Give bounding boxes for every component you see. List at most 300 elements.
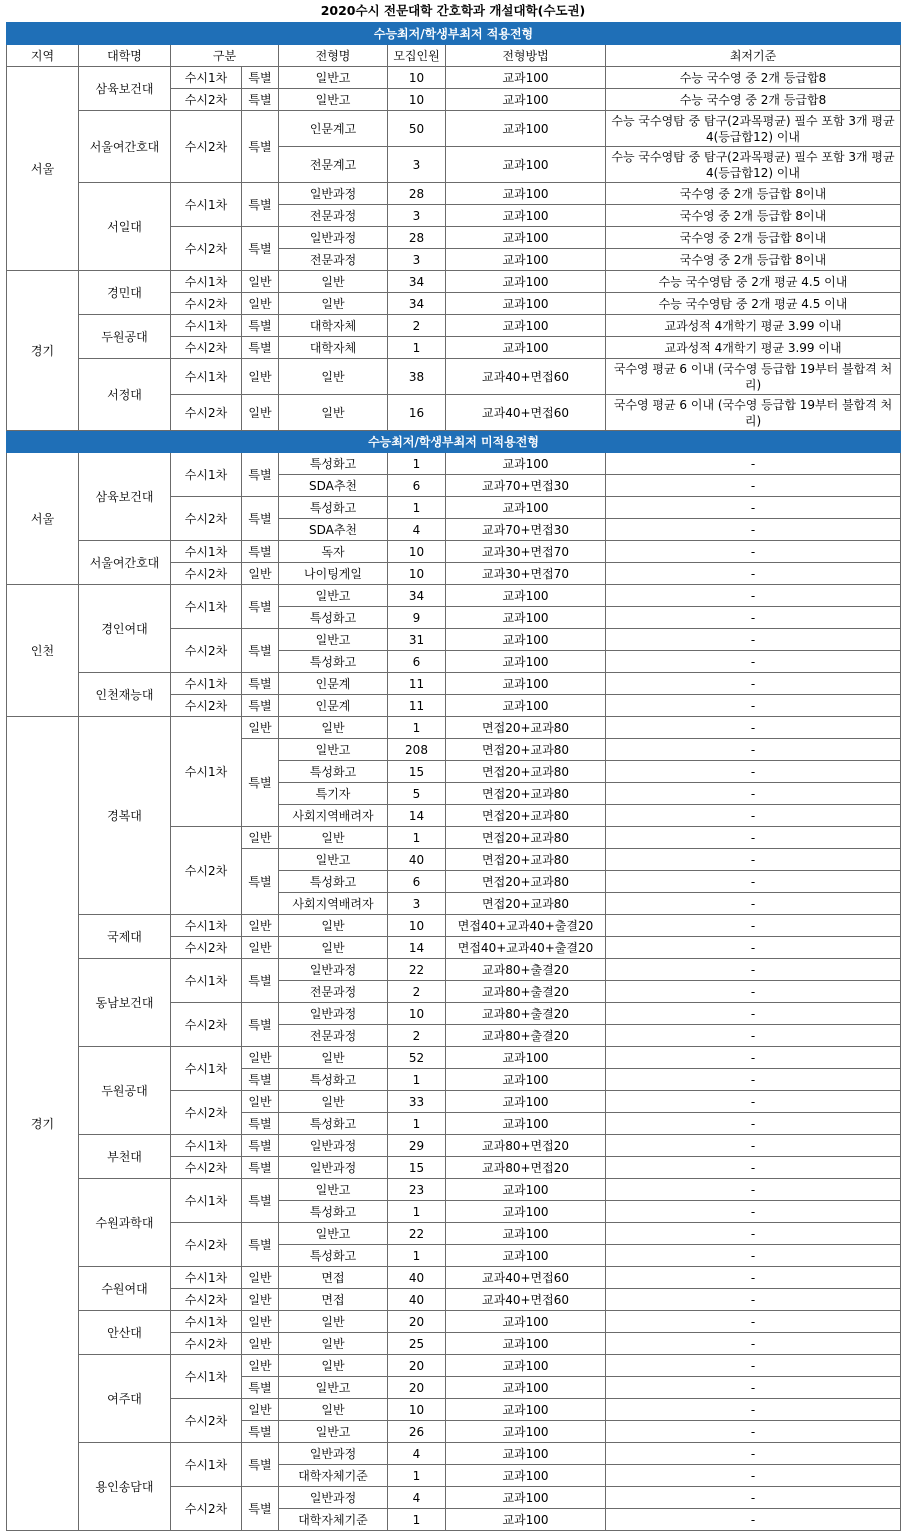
column-header: 전형방법 [446,45,606,67]
quota-cell: 1 [388,1113,446,1135]
type-cell: 특별 [242,1179,279,1223]
method-cell: 교과70+면접30 [446,519,606,541]
criteria-cell: - [606,651,901,673]
criteria-cell: 국수영 평균 6 이내 (국수영 등급합 19부터 불합격 처리) [606,395,901,431]
quota-cell: 3 [388,249,446,271]
round-cell: 수시2차 [171,1157,242,1179]
criteria-cell: - [606,1201,901,1223]
track-cell: 특성화고 [279,651,388,673]
track-cell: 특성화고 [279,607,388,629]
type-cell: 일반 [242,827,279,849]
method-cell: 교과80+출결20 [446,1003,606,1025]
quota-cell: 10 [388,89,446,111]
criteria-cell: - [606,1245,901,1267]
column-header: 대학명 [79,45,171,67]
region-cell: 서울 [7,67,79,271]
track-cell: 특성화고 [279,1113,388,1135]
criteria-cell: - [606,1289,901,1311]
quota-cell: 34 [388,293,446,315]
method-cell: 교과100 [446,1047,606,1069]
method-cell: 면접20+교과80 [446,827,606,849]
quota-cell: 33 [388,1091,446,1113]
criteria-cell: - [606,783,901,805]
round-cell: 수시1차 [171,717,242,827]
university-cell: 서울여간호대 [79,541,171,585]
type-cell: 일반 [242,1047,279,1069]
round-cell: 수시2차 [171,1091,242,1135]
table-row [7,585,901,607]
round-cell: 수시1차 [171,1135,242,1157]
quota-cell: 1 [388,827,446,849]
track-cell: 일반 [279,1333,388,1355]
university-cell: 삼육보건대 [79,453,171,541]
quota-cell: 15 [388,1157,446,1179]
criteria-cell: - [606,1267,901,1289]
track-cell: 일반과정 [279,1443,388,1465]
criteria-cell: 교과성적 4개학기 평균 3.99 이내 [606,315,901,337]
round-cell: 수시2차 [171,337,242,359]
quota-cell: 3 [388,205,446,227]
table-row [7,1179,901,1201]
section-band [7,431,901,453]
criteria-cell: - [606,1135,901,1157]
table-row [7,959,901,981]
header-row [7,45,901,67]
round-cell: 수시1차 [171,453,242,497]
method-cell: 교과100 [446,293,606,315]
method-cell: 교과100 [446,1113,606,1135]
method-cell: 교과100 [446,147,606,183]
type-cell: 일반 [242,717,279,739]
type-cell: 특별 [242,541,279,563]
quota-cell: 20 [388,1377,446,1399]
criteria-cell: 수능 국수영탐 중 탐구(2과목평균) 필수 포함 3개 평균 4(등급합12) 이내 [606,147,901,183]
type-cell: 특별 [242,1135,279,1157]
quota-cell: 1 [388,337,446,359]
table-row [7,271,901,293]
quota-cell: 10 [388,1003,446,1025]
university-cell: 서정대 [79,359,171,431]
type-cell: 특별 [242,337,279,359]
round-cell: 수시2차 [171,1487,242,1531]
track-cell: 일반과정 [279,1135,388,1157]
criteria-cell: 국수영 중 2개 등급합 8이내 [606,249,901,271]
quota-cell: 10 [388,1399,446,1421]
track-cell: 면접 [279,1267,388,1289]
method-cell: 교과100 [446,205,606,227]
quota-cell: 2 [388,981,446,1003]
round-cell: 수시1차 [171,541,242,563]
track-cell: 일반고 [279,1223,388,1245]
quota-cell: 25 [388,1333,446,1355]
track-cell: 일반과정 [279,1157,388,1179]
track-cell: 일반 [279,1311,388,1333]
criteria-cell: - [606,1377,901,1399]
university-cell: 수원여대 [79,1267,171,1311]
method-cell: 교과100 [446,1245,606,1267]
type-cell: 일반 [242,563,279,585]
round-cell: 수시2차 [171,827,242,915]
type-cell: 특별 [242,1223,279,1267]
university-cell: 두원공대 [79,1047,171,1135]
type-cell: 일반 [242,1289,279,1311]
type-cell: 특별 [242,315,279,337]
quota-cell: 20 [388,1311,446,1333]
type-cell: 특별 [242,1377,279,1399]
track-cell: 일반고 [279,1421,388,1443]
track-cell: 일반 [279,359,388,395]
round-cell: 수시1차 [171,183,242,227]
table-row [7,1135,901,1157]
track-cell: 일반고 [279,89,388,111]
track-cell: 사회지역배려자 [279,893,388,915]
method-cell: 교과80+면접20 [446,1135,606,1157]
track-cell: 일반과정 [279,959,388,981]
type-cell: 일반 [242,915,279,937]
track-cell: 일반 [279,827,388,849]
method-cell: 교과100 [446,89,606,111]
criteria-cell: - [606,1421,901,1443]
track-cell: 일반고 [279,1377,388,1399]
track-cell: 일반 [279,395,388,431]
method-cell: 면접20+교과80 [446,783,606,805]
track-cell: 독자 [279,541,388,563]
criteria-cell: 수능 국수영 중 2개 등급합8 [606,89,901,111]
criteria-cell: - [606,1179,901,1201]
criteria-cell: - [606,1333,901,1355]
round-cell: 수시1차 [171,1267,242,1289]
criteria-cell: - [606,519,901,541]
university-cell: 안산대 [79,1311,171,1355]
criteria-cell: - [606,1311,901,1333]
quota-cell: 6 [388,475,446,497]
method-cell: 교과100 [446,585,606,607]
method-cell: 교과100 [446,1355,606,1377]
quota-cell: 10 [388,67,446,89]
round-cell: 수시2차 [171,1399,242,1443]
track-cell: 면접 [279,1289,388,1311]
quota-cell: 14 [388,805,446,827]
method-cell: 교과80+출결20 [446,1025,606,1047]
column-header: 지역 [7,45,79,67]
type-cell: 특별 [242,227,279,271]
type-cell: 특별 [242,1157,279,1179]
method-cell: 교과100 [446,607,606,629]
track-cell: 일반과정 [279,183,388,205]
round-cell: 수시1차 [171,271,242,293]
track-cell: 전문과정 [279,1025,388,1047]
round-cell: 수시2차 [171,1003,242,1047]
method-cell: 교과100 [446,111,606,147]
type-cell: 일반 [242,1267,279,1289]
track-cell: 일반과정 [279,1003,388,1025]
university-cell: 동남보건대 [79,959,171,1047]
track-cell: 일반 [279,1047,388,1069]
university-cell: 경복대 [79,717,171,915]
table-row [7,1355,901,1377]
criteria-cell: - [606,695,901,717]
round-cell: 수시1차 [171,1311,242,1333]
quota-cell: 40 [388,1289,446,1311]
type-cell: 특별 [242,1443,279,1487]
university-cell: 인천재능대 [79,673,171,717]
method-cell: 교과100 [446,1421,606,1443]
track-cell: 일반고 [279,739,388,761]
section-band [7,23,901,45]
type-cell: 특별 [242,497,279,541]
round-cell: 수시2차 [171,629,242,673]
quota-cell: 10 [388,915,446,937]
method-cell: 교과100 [446,695,606,717]
round-cell: 수시1차 [171,315,242,337]
quota-cell: 3 [388,893,446,915]
track-cell: 일반 [279,1355,388,1377]
quota-cell: 2 [388,315,446,337]
criteria-cell: 수능 국수영 중 2개 등급합8 [606,67,901,89]
criteria-cell: 교과성적 4개학기 평균 3.99 이내 [606,337,901,359]
type-cell: 특별 [242,1487,279,1531]
criteria-cell: - [606,1157,901,1179]
track-cell: 일반 [279,717,388,739]
round-cell: 수시1차 [171,915,242,937]
criteria-cell: 수능 국수영탐 중 탐구(2과목평균) 필수 포함 3개 평균 4(등급합12) 이내 [606,111,901,147]
track-cell: 일반 [279,271,388,293]
track-cell: 대학자체 [279,315,388,337]
table-row [7,453,901,475]
quota-cell: 15 [388,761,446,783]
quota-cell: 31 [388,629,446,651]
quota-cell: 16 [388,395,446,431]
university-cell: 용인송담대 [79,1443,171,1531]
type-cell: 특별 [242,1069,279,1091]
type-cell: 특별 [242,739,279,827]
round-cell: 수시2차 [171,227,242,271]
table-row [7,915,901,937]
method-cell: 교과40+면접60 [446,395,606,431]
criteria-cell: - [606,585,901,607]
quota-cell: 3 [388,147,446,183]
quota-cell: 29 [388,1135,446,1157]
type-cell: 일반 [242,395,279,431]
round-cell: 수시2차 [171,111,242,183]
method-cell: 면접20+교과80 [446,893,606,915]
column-header: 최저기준 [606,45,901,67]
track-cell: 일반 [279,937,388,959]
method-cell: 교과100 [446,1399,606,1421]
method-cell: 교과40+면접60 [446,1289,606,1311]
page-title: 2020수시 전문대학 간호학과 개설대학(수도권) [320,3,586,18]
criteria-cell: - [606,475,901,497]
track-cell: SDA추천 [279,475,388,497]
admissions-table [6,22,901,1531]
round-cell: 수시2차 [171,1333,242,1355]
method-cell: 교과100 [446,1223,606,1245]
criteria-cell: 국수영 평균 6 이내 (국수영 등급합 19부터 불합격 처리) [606,359,901,395]
track-cell: 전문과정 [279,249,388,271]
criteria-cell: 수능 국수영탐 중 2개 평균 4.5 이내 [606,271,901,293]
method-cell: 교과100 [446,453,606,475]
quota-cell: 11 [388,695,446,717]
method-cell: 교과100 [446,227,606,249]
criteria-cell: - [606,1509,901,1531]
university-cell: 부천대 [79,1135,171,1179]
track-cell: 인문계 [279,695,388,717]
type-cell: 특별 [242,629,279,673]
quota-cell: 1 [388,1465,446,1487]
university-cell: 두원공대 [79,315,171,359]
quota-cell: 34 [388,271,446,293]
table-row [7,541,901,563]
criteria-cell: - [606,607,901,629]
method-cell: 교과100 [446,1069,606,1091]
table-row [7,315,901,337]
quota-cell: 23 [388,1179,446,1201]
method-cell: 교과30+면접70 [446,541,606,563]
quota-cell: 6 [388,651,446,673]
track-cell: 일반과정 [279,227,388,249]
criteria-cell: 국수영 중 2개 등급합 8이내 [606,183,901,205]
type-cell: 일반 [242,271,279,293]
quota-cell: 50 [388,111,446,147]
region-cell: 경기 [7,271,79,431]
round-cell: 수시1차 [171,359,242,395]
quota-cell: 1 [388,1509,446,1531]
quota-cell: 40 [388,849,446,871]
track-cell: 전문과정 [279,205,388,227]
type-cell: 일반 [242,1091,279,1113]
table-row [7,673,901,695]
quota-cell: 2 [388,1025,446,1047]
method-cell: 면접20+교과80 [446,805,606,827]
region-cell: 경기 [7,717,79,1531]
method-cell: 교과100 [446,1311,606,1333]
track-cell: 일반 [279,915,388,937]
criteria-cell: - [606,453,901,475]
university-cell: 경인여대 [79,585,171,673]
university-cell: 서울여간호대 [79,111,171,183]
method-cell: 교과100 [446,1509,606,1531]
criteria-cell: - [606,563,901,585]
type-cell: 일반 [242,359,279,395]
method-cell: 교과70+면접30 [446,475,606,497]
type-cell: 특별 [242,959,279,1003]
type-cell: 특별 [242,673,279,695]
criteria-cell: - [606,739,901,761]
quota-cell: 1 [388,717,446,739]
round-cell: 수시1차 [171,1047,242,1091]
quota-cell: 28 [388,183,446,205]
type-cell: 특별 [242,111,279,183]
criteria-cell: - [606,1443,901,1465]
criteria-cell: - [606,1025,901,1047]
round-cell: 수시1차 [171,959,242,1003]
type-cell: 특별 [242,1113,279,1135]
round-cell: 수시2차 [171,1223,242,1267]
criteria-cell: - [606,761,901,783]
quota-cell: 1 [388,453,446,475]
criteria-cell: - [606,1069,901,1091]
column-header: 전형명 [279,45,388,67]
track-cell: 일반고 [279,629,388,651]
university-cell: 서일대 [79,183,171,271]
method-cell: 교과100 [446,271,606,293]
column-header: 모집인원 [388,45,446,67]
track-cell: SDA추천 [279,519,388,541]
type-cell: 일반 [242,1355,279,1377]
table-row [7,111,901,147]
track-cell: 대학자체 [279,337,388,359]
criteria-cell: - [606,673,901,695]
criteria-cell: - [606,915,901,937]
university-cell: 경민대 [79,271,171,315]
quota-cell: 208 [388,739,446,761]
table-row [7,67,901,89]
track-cell: 일반 [279,293,388,315]
type-cell: 특별 [242,67,279,89]
quota-cell: 40 [388,1267,446,1289]
method-cell: 교과100 [446,1487,606,1509]
criteria-cell: - [606,541,901,563]
track-cell: 인문계 [279,673,388,695]
method-cell: 교과80+출결20 [446,959,606,981]
criteria-cell: - [606,629,901,651]
criteria-cell: - [606,871,901,893]
round-cell: 수시1차 [171,1179,242,1223]
quota-cell: 10 [388,563,446,585]
method-cell: 교과100 [446,651,606,673]
type-cell: 특별 [242,89,279,111]
quota-cell: 28 [388,227,446,249]
track-cell: 대학자체기준 [279,1509,388,1531]
method-cell: 교과100 [446,1201,606,1223]
section-title: 수능최저/학생부최저 미적용전형 [7,431,901,453]
method-cell: 교과30+면접70 [446,563,606,585]
criteria-cell: - [606,717,901,739]
method-cell: 교과40+면접60 [446,1267,606,1289]
criteria-cell: - [606,1003,901,1025]
quota-cell: 4 [388,1487,446,1509]
round-cell: 수시2차 [171,293,242,315]
round-cell: 수시1차 [171,1355,242,1399]
method-cell: 교과100 [446,497,606,519]
quota-cell: 4 [388,1443,446,1465]
method-cell: 면접20+교과80 [446,761,606,783]
quota-cell: 1 [388,497,446,519]
criteria-cell: - [606,1487,901,1509]
region-cell: 인천 [7,585,79,717]
university-cell: 삼육보건대 [79,67,171,111]
track-cell: 특성화고 [279,761,388,783]
criteria-cell: - [606,849,901,871]
method-cell: 교과100 [446,1333,606,1355]
track-cell: 일반고 [279,849,388,871]
quota-cell: 1 [388,1201,446,1223]
method-cell: 교과100 [446,1443,606,1465]
quota-cell: 4 [388,519,446,541]
quota-cell: 22 [388,959,446,981]
quota-cell: 14 [388,937,446,959]
method-cell: 면접40+교과40+출결20 [446,937,606,959]
criteria-cell: - [606,893,901,915]
criteria-cell: - [606,805,901,827]
round-cell: 수시2차 [171,497,242,541]
table-row [7,1267,901,1289]
method-cell: 교과100 [446,337,606,359]
type-cell: 특별 [242,1421,279,1443]
round-cell: 수시1차 [171,67,242,89]
method-cell: 교과100 [446,673,606,695]
quota-cell: 34 [388,585,446,607]
